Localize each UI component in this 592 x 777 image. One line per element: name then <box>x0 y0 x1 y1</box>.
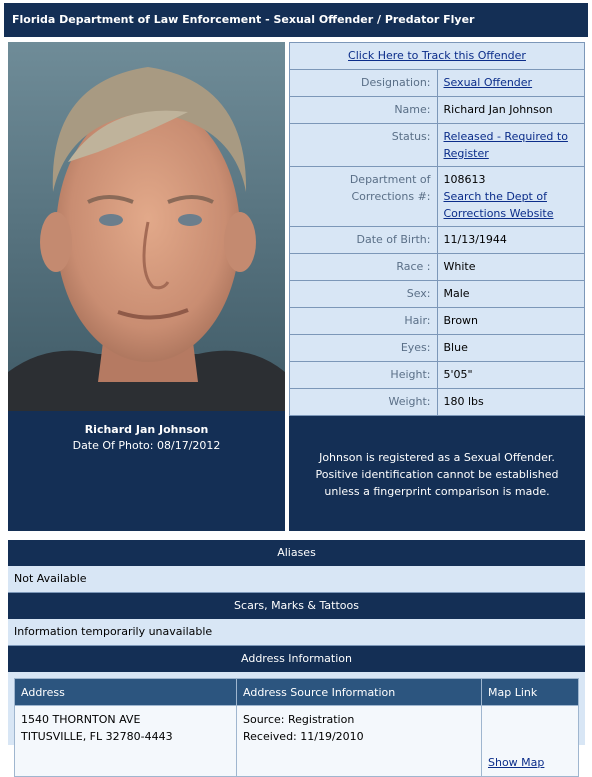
address-received: Received: 11/19/2010 <box>243 730 364 743</box>
address-header-row <box>15 679 579 706</box>
designation-link[interactable]: Sexual Offender <box>443 76 533 89</box>
aliases-heading: Aliases <box>8 540 585 566</box>
name-label: Name: <box>290 97 438 124</box>
doc-label: Department of Corrections #: <box>290 167 438 227</box>
photo-caption <box>8 411 285 531</box>
sex-label: Sex: <box>290 281 438 308</box>
source-cell <box>237 706 482 777</box>
map-cell <box>482 706 579 777</box>
weight-value: 180 lbs <box>437 389 585 416</box>
doc-search-link[interactable]: Search the Dept of Corrections Website <box>443 190 554 220</box>
doc-value <box>437 167 585 227</box>
height-label: Height: <box>290 362 438 389</box>
address-table <box>14 678 579 777</box>
designation-value <box>437 70 585 97</box>
eyes-label: Eyes: <box>290 335 438 362</box>
race-label: Race : <box>290 254 438 281</box>
track-offender-link[interactable]: Click Here to Track this Offender <box>348 49 526 62</box>
detail-row-sex <box>290 281 585 308</box>
status-link[interactable]: Released - Required to Register <box>443 130 568 160</box>
address-col-header: Address <box>15 679 237 706</box>
offender-photo <box>8 42 285 411</box>
race-value: White <box>437 254 585 281</box>
page-title: Florida Department of Law Enforcement - Sexual Offender / Predator Flyer <box>4 3 588 37</box>
scars-heading: Scars, Marks & Tattoos <box>8 593 585 619</box>
notice-line-1: Johnson is registered as a Sexual Offender. <box>319 451 555 464</box>
offender-details-table <box>289 42 585 416</box>
dob-value: 11/13/1944 <box>437 227 585 254</box>
address-row <box>15 706 579 777</box>
source-col-header: Address Source Information <box>237 679 482 706</box>
status-label: Status: <box>290 124 438 167</box>
identification-notice <box>289 416 585 531</box>
detail-row-doc <box>290 167 585 227</box>
hair-label: Hair: <box>290 308 438 335</box>
detail-row-hair <box>290 308 585 335</box>
detail-row-dob <box>290 227 585 254</box>
caption-name: Richard Jan Johnson <box>84 423 209 436</box>
notice-line-2: Positive identification cannot be established unless a fingerprint comparison is made. <box>315 468 559 498</box>
height-value: 5'05" <box>437 362 585 389</box>
detail-row-weight <box>290 389 585 416</box>
aliases-value: Not Available <box>8 566 585 593</box>
detail-row-status <box>290 124 585 167</box>
address-street: 1540 THORNTON AVE <box>21 713 141 726</box>
track-row <box>290 43 585 70</box>
address-source: Source: Registration <box>243 713 355 726</box>
map-col-header: Map Link <box>482 679 579 706</box>
additional-info-section <box>8 540 585 769</box>
address-heading: Address Information <box>8 646 585 672</box>
hair-value: Brown <box>437 308 585 335</box>
doc-number: 108613 <box>443 173 486 186</box>
detail-row-eyes <box>290 335 585 362</box>
scars-value: Information temporarily unavailable <box>8 619 585 646</box>
detail-row-race <box>290 254 585 281</box>
caption-photo-date: Date Of Photo: 08/17/2012 <box>72 439 221 452</box>
eyes-value: Blue <box>437 335 585 362</box>
detail-row-height <box>290 362 585 389</box>
weight-label: Weight: <box>290 389 438 416</box>
track-cell <box>290 43 585 70</box>
address-city: TITUSVILLE, FL 32780-4443 <box>21 730 173 743</box>
address-cell <box>15 706 237 777</box>
sex-value: Male <box>437 281 585 308</box>
show-map-link[interactable]: Show Map <box>488 756 545 769</box>
detail-row-name <box>290 97 585 124</box>
detail-row-designation <box>290 70 585 97</box>
name-value: Richard Jan Johnson <box>437 97 585 124</box>
dob-label: Date of Birth: <box>290 227 438 254</box>
status-value <box>437 124 585 167</box>
designation-label: Designation: <box>290 70 438 97</box>
